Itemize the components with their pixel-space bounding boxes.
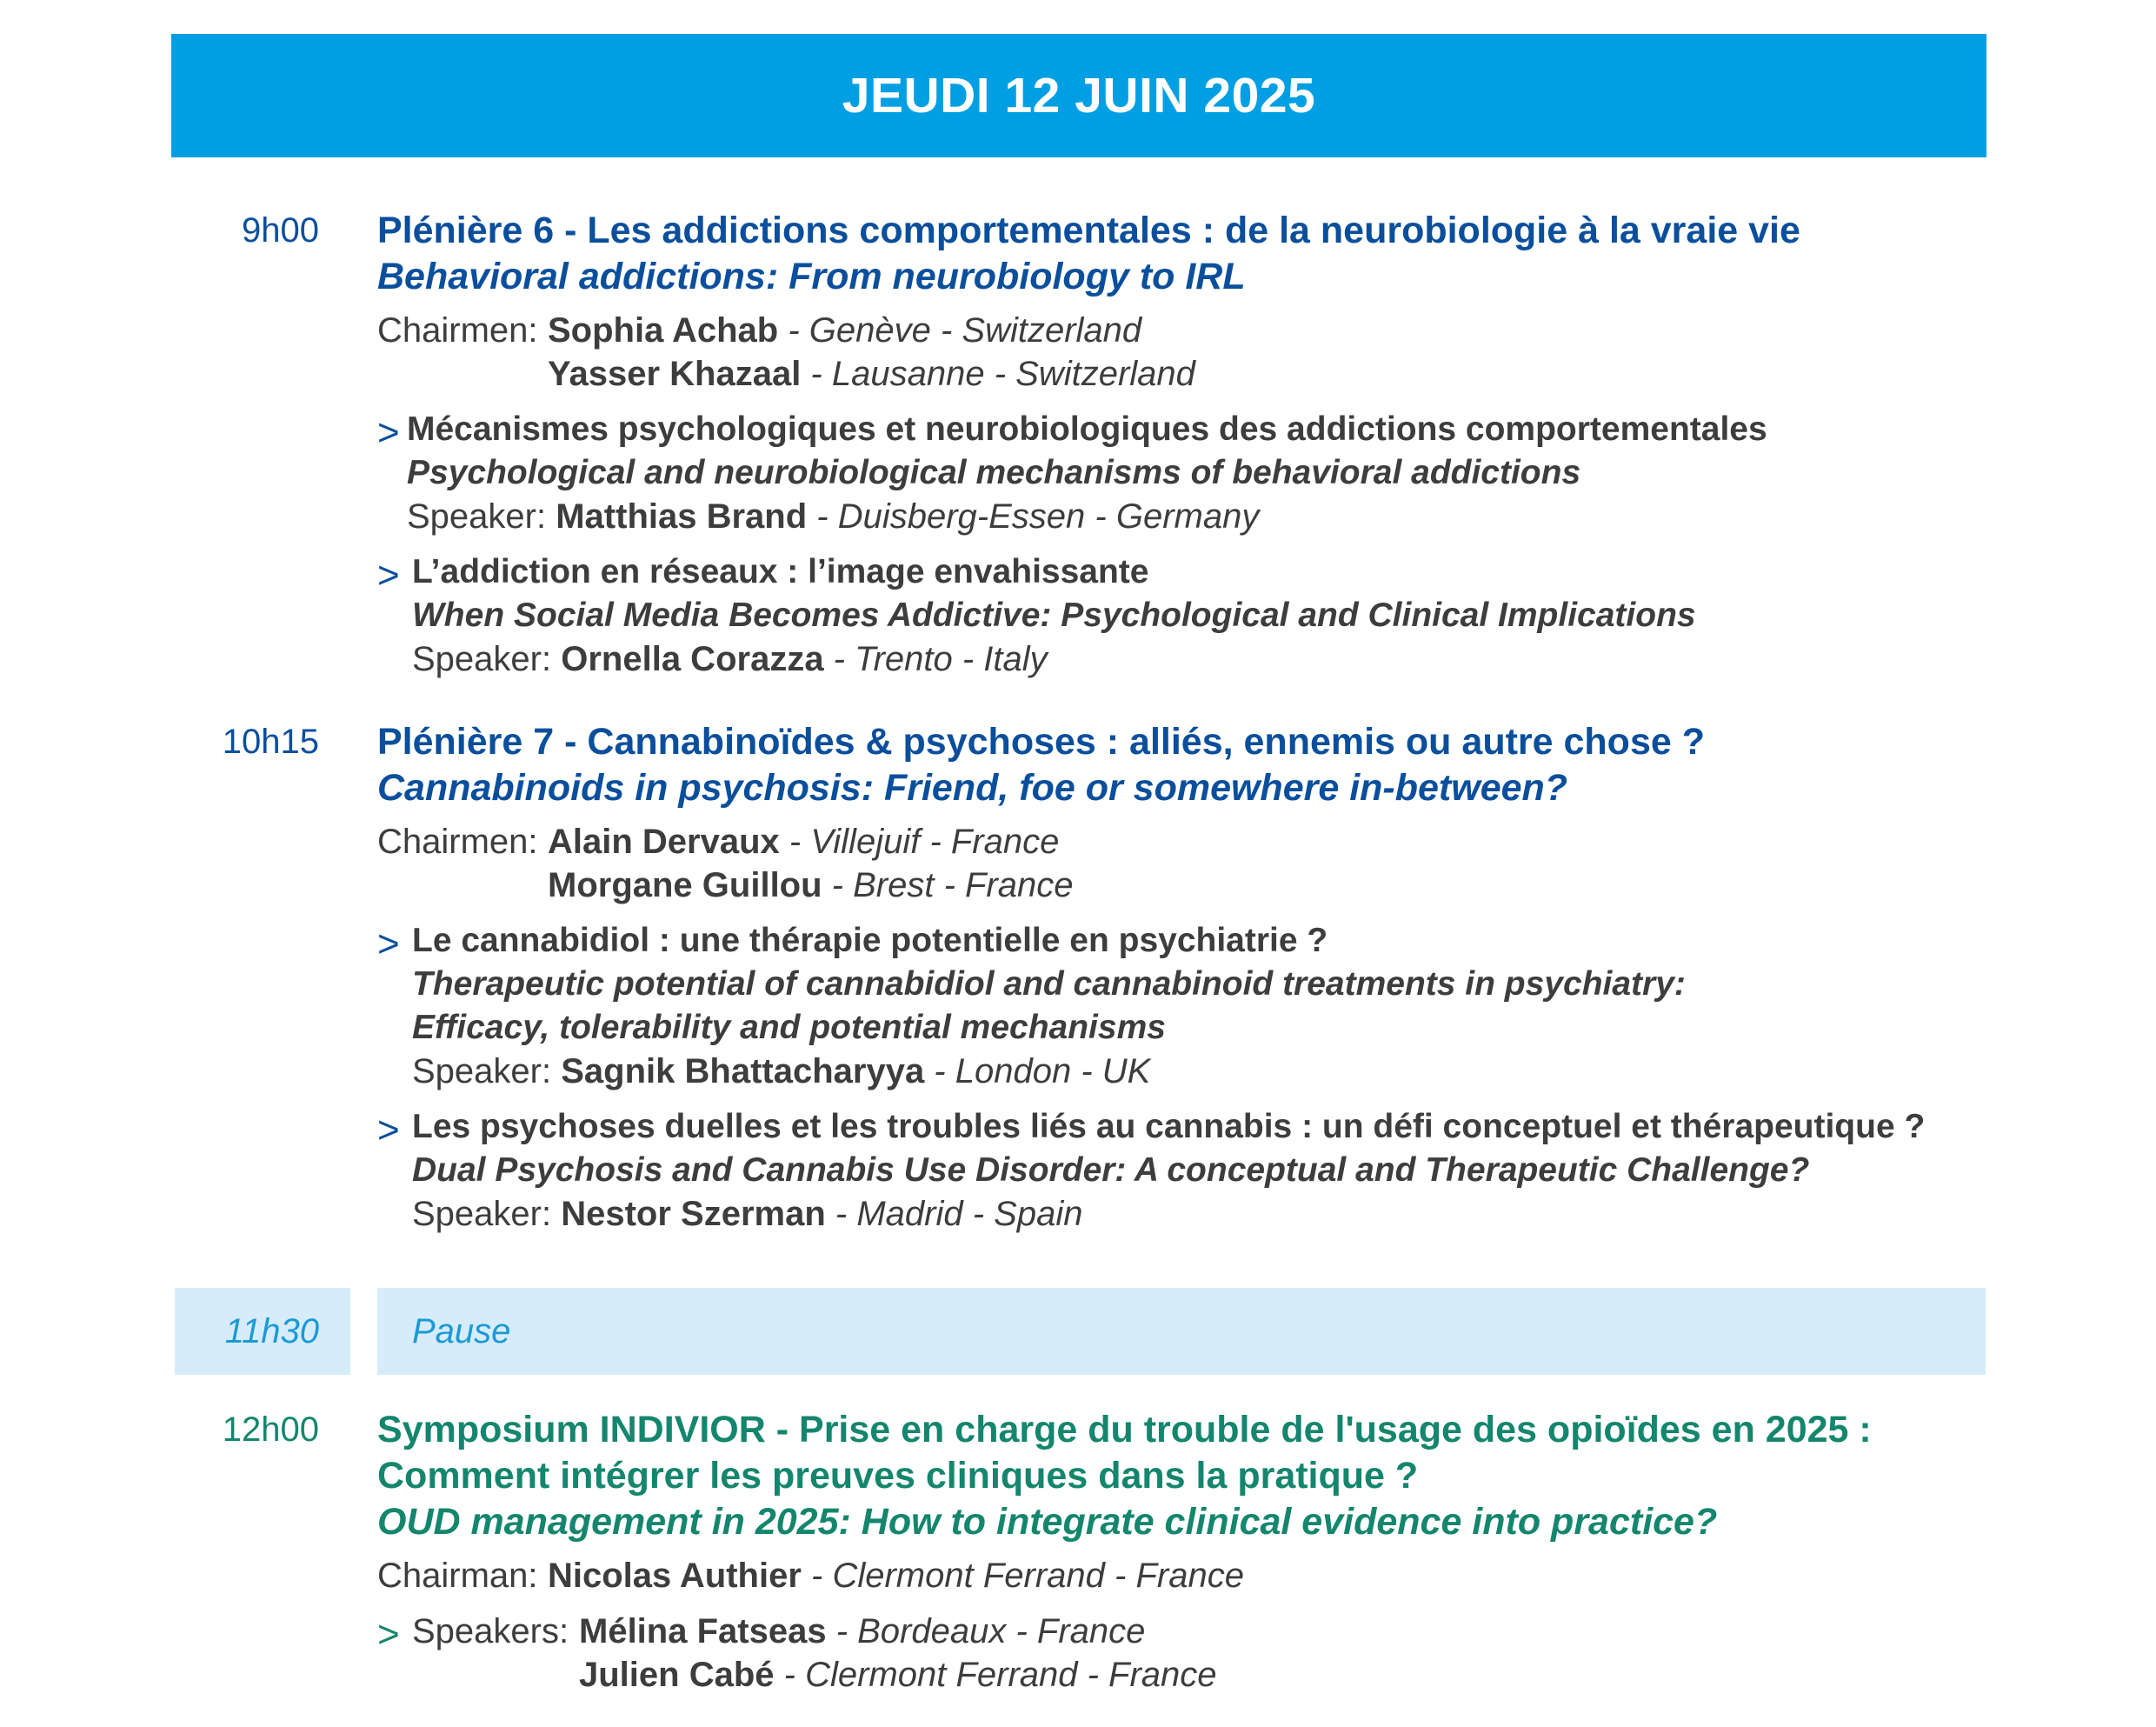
talk-title-en: Psychological and neurobiological mechanisms of behavioral addictions — [407, 454, 1581, 491]
chair-place: - Genève - Switzerland — [778, 311, 1142, 350]
session-title-fr: Comment intégrer les preuves cliniques dans la pratique ? — [377, 1455, 1419, 1497]
speaker-place: - Bordeaux - France — [826, 1612, 1146, 1650]
session-title-en: OUD management in 2025: How to integrate clinical evidence into practice? — [377, 1501, 1718, 1543]
talk-item — [377, 1105, 2116, 1236]
chair-name: Yasser Khazaal — [548, 355, 802, 393]
chevron-right-icon: > — [377, 554, 400, 597]
chair-place: - Brest - France — [822, 866, 1074, 904]
talk-title-en: Dual Psychosis and Cannabis Use Disorder: A conceptual and Therapeutic Challenge? — [412, 1151, 1810, 1189]
talk-title-en: When Social Media Becomes Addictive: Psychological and Clinical Implications — [412, 597, 1696, 634]
chairs-list — [377, 820, 2116, 907]
chair-place: - Lausanne - Switzerland — [801, 355, 1195, 393]
session-title-fr: Symposium INDIVIOR - Prise en charge du trouble de l'usage des opioïdes en 2025 : — [377, 1409, 1872, 1450]
chairmen-label: Chairmen: — [377, 311, 538, 350]
chair-place: - Villejuif - France — [779, 823, 1060, 861]
talk-speaker — [412, 1192, 2116, 1236]
chevron-right-icon: > — [377, 411, 400, 454]
chair-name: Nicolas Authier — [548, 1557, 802, 1595]
day-header-title: JEUDI 12 JUIN 2025 — [842, 68, 1316, 123]
chair-row — [377, 1554, 2116, 1597]
speaker-place: - Duisberg-Essen - Germany — [807, 497, 1260, 536]
chairs-list — [377, 1554, 2116, 1597]
chairmen-label: Chairmen: — [377, 823, 538, 861]
speakers-item — [377, 1610, 2116, 1697]
chair-row — [377, 820, 2116, 864]
session-time: 10h15 — [222, 723, 319, 761]
chair-row — [377, 864, 2116, 907]
session-title-en: Cannabinoids in psychosis: Friend, foe or somewhere in-between? — [377, 767, 1568, 809]
talk-item — [377, 550, 2116, 681]
session-title-fr: Plénière 6 - Les addictions comportementales : de la neurobiologie à la vraie vie — [377, 210, 1800, 251]
speakers-label: Speakers: — [412, 1612, 569, 1650]
chair-row — [377, 352, 2116, 396]
talk-title-fr: L’addiction en réseaux : l’image envahissante — [412, 553, 1149, 590]
speaker-label: Speaker: — [412, 1195, 552, 1233]
pause-label: Pause — [412, 1311, 511, 1350]
talk-item — [377, 408, 2116, 538]
chair-name: Sophia Achab — [548, 311, 779, 350]
pause-time — [175, 1288, 350, 1375]
pause-band — [377, 1288, 1986, 1375]
speaker-place: - Clermont Ferrand - France — [774, 1656, 1217, 1694]
session-plenary-6 — [377, 208, 2116, 681]
session-symposium-indivior — [377, 1407, 2116, 1697]
speaker-name: Mélina Fatseas — [579, 1612, 827, 1650]
chair-place: - Clermont Ferrand - France — [801, 1557, 1244, 1595]
session-time: 9h00 — [242, 211, 319, 250]
speaker-place: - London - UK — [924, 1052, 1151, 1090]
chair-row — [377, 309, 2116, 352]
talk-title-en: Efficacy, tolerability and potential mechanisms — [412, 1009, 1166, 1046]
talk-title-en: Therapeutic potential of cannabidiol and cannabinoid treatments in psychiatry: — [412, 965, 1686, 1003]
speaker-name: Matthias Brand — [556, 497, 808, 536]
talk-title-fr: Le cannabidiol : une thérapie potentielle en psychiatrie ? — [412, 922, 1328, 959]
chairs-list — [377, 309, 2116, 396]
speaker-place: - Trento - Italy — [823, 640, 1048, 678]
speaker-label: Speaker: — [412, 1052, 552, 1090]
session-title-en: Behavioral addictions: From neurobiology to IRL — [377, 256, 1246, 297]
speaker-row — [412, 1610, 2116, 1653]
talk-speaker — [407, 495, 2116, 538]
pause-time-label: 11h30 — [224, 1311, 319, 1350]
talk-title-fr: Mécanismes psychologiques et neurobiologiques des addictions comportementales — [407, 410, 1767, 448]
day-header — [171, 34, 1986, 157]
chair-name: Morgane Guillou — [548, 866, 822, 904]
session-plenary-7 — [377, 719, 2116, 1236]
talk-item — [377, 919, 2116, 1093]
speaker-name: Nestor Szerman — [561, 1195, 826, 1233]
speaker-place: - Madrid - Spain — [825, 1195, 1083, 1233]
talk-speaker — [412, 637, 2116, 681]
speaker-label: Speaker: — [407, 497, 547, 536]
speaker-name: Ornella Corazza — [561, 640, 824, 678]
chairman-label: Chairman: — [377, 1557, 538, 1595]
talk-speaker — [412, 1050, 2116, 1093]
speaker-label: Speaker: — [412, 640, 552, 678]
speaker-name: Sagnik Bhattacharyya — [561, 1052, 925, 1090]
talk-title-fr: Les psychoses duelles et les troubles liés au cannabis : un défi conceptuel et thérapeutique ? — [412, 1108, 1926, 1145]
chevron-right-icon: > — [377, 923, 400, 965]
chevron-right-icon: > — [377, 1613, 400, 1656]
session-time: 12h00 — [222, 1410, 319, 1449]
speaker-row — [412, 1653, 2116, 1697]
chair-name: Alain Dervaux — [548, 823, 780, 861]
session-title-fr: Plénière 7 - Cannabinoïdes & psychoses : alliés, ennemis ou autre chose ? — [377, 721, 1705, 763]
speaker-name: Julien Cabé — [579, 1656, 775, 1694]
chevron-right-icon: > — [377, 1109, 400, 1151]
